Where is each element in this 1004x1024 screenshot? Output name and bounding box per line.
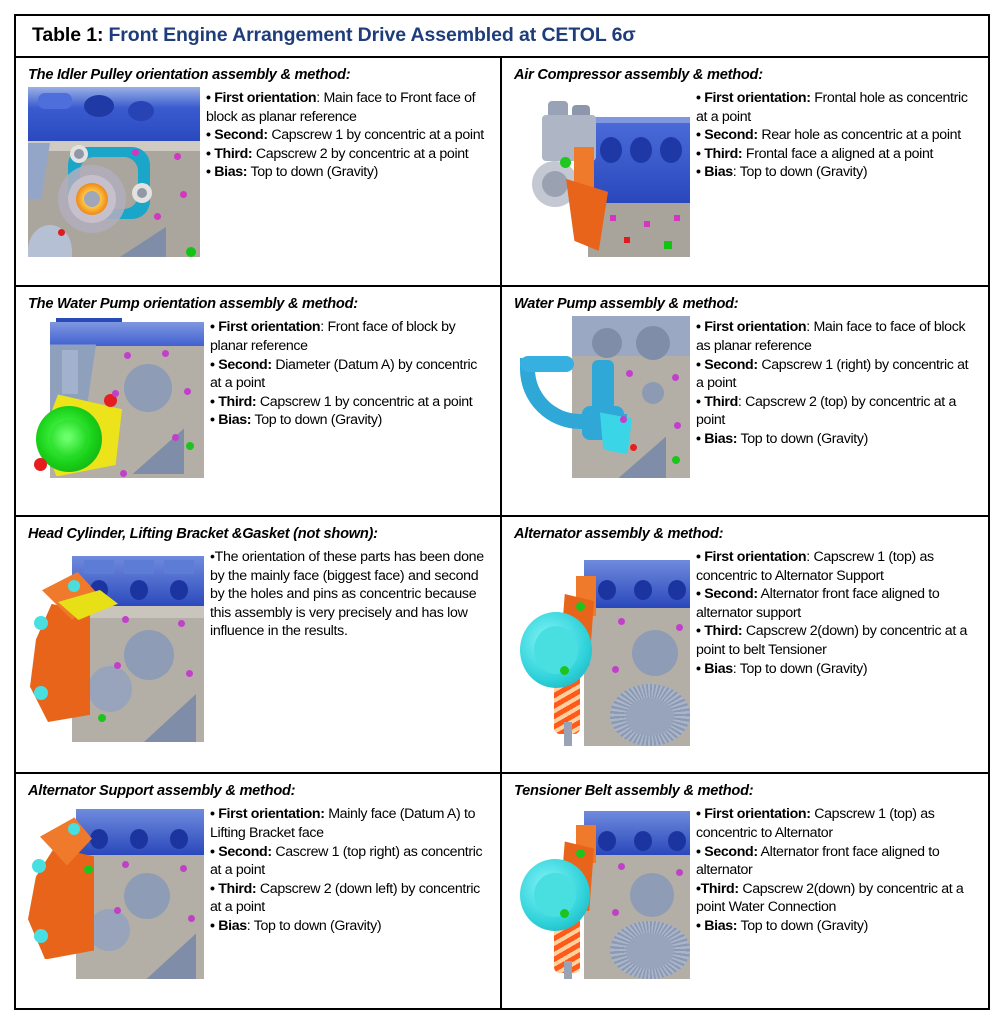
bullet-text: Capscrew 2 (top) by concentric at a point — [696, 393, 957, 429]
bullet-text: Capscrew 1 (right) by concentric at a point — [696, 356, 969, 392]
caption-label: Table 1: — [32, 24, 104, 47]
bullet-label: • Bias — [696, 660, 733, 677]
bullet-label: • Bias: — [696, 918, 738, 935]
bullet-text: Capscrew 2(down) by concentric at a point Water Connection — [696, 880, 964, 916]
bullet-label: • Bias: — [206, 164, 248, 181]
cell-air-compressor — [502, 58, 988, 286]
bullet-label: • Second: — [696, 356, 758, 373]
bullet-label: •Third: — [696, 880, 739, 897]
bullet-text: Capscrew 2 by concentric at a point — [255, 145, 469, 162]
bullet-text: Front face of block by planar reference — [210, 319, 456, 355]
idler-pulley-bullets: • First orientation: Main face to Front face of block as planar reference • Second: Capscrew 1 by concentric at a point • Third: Capscrew 2 by concentric at a point • Bias: Top to down (Gravity) — [206, 89, 484, 181]
water-pump-orientation-image — [28, 316, 204, 478]
alternator-bullets: • First orientation: Capscrew 1 (top) as concentric to Alternator Support • Second: Alternator front face aligned to alternator support • Third: Capscrew 2(down) by concentric at a point to belt Tensioner • Bias: Top to down (Gravity) — [696, 548, 968, 677]
bullet-text: Top to down (Gravity) — [739, 164, 868, 181]
bullet-label: • Bias: — [210, 412, 252, 429]
cell-title: Head Cylinder, Lifting Bracket &Gasket (not shown): — [28, 525, 378, 542]
bullet-text: Frontal face a aligned at a point — [745, 145, 934, 162]
idler-pulley-image — [28, 87, 200, 257]
bullet-label: • Second: — [210, 356, 272, 373]
bullet-label: • First orientation — [696, 319, 807, 336]
bullet-label: • First orientation — [206, 89, 317, 106]
bullet-text: Top to down (Gravity) — [740, 918, 868, 935]
bullet-text: Alternator front face aligned to alternator support — [696, 586, 940, 621]
cell-alternator — [502, 517, 988, 772]
bullet-text: Top to down (Gravity) — [250, 164, 378, 181]
bullet-text: Rear hole as concentric at a point — [761, 127, 961, 144]
bullet-text: Capscrew 2 (down left) by concentric at a point — [210, 880, 480, 916]
air-compressor-bullets: • First orientation: Frontal hole as concentric at a point • Second: Rear hole as concentric at a point • Third: Frontal face a aligned at a point • Bias: Top to down (Gravity) — [696, 89, 968, 181]
air-compressor-image — [514, 87, 690, 257]
bullet-text: Top to down (Gravity) — [740, 431, 868, 448]
table-row — [16, 774, 988, 1008]
cell-head-cylinder — [16, 517, 502, 772]
cell-title: Air Compressor assembly & method: — [514, 66, 763, 83]
caption-title: Front Engine Arrangement Drive Assembled at CETOL 6σ — [108, 24, 636, 47]
bullet-label: • First orientation: — [696, 89, 811, 106]
water-pump-image — [514, 316, 690, 478]
cell-water-pump-orientation — [16, 287, 502, 515]
bullet-label: • First orientation: — [210, 806, 325, 823]
bullet-label: • Third: — [210, 880, 257, 897]
head-cylinder-image — [28, 546, 204, 742]
head-cylinder-paragraph: •The orientation of these parts has been done by the mainly face (biggest face) and second by the holes and pins as concentric because this assembly is very precisely and has low influence in the results. — [210, 548, 484, 640]
bullet-text: Main face to Front face of block as planar reference — [206, 89, 476, 125]
bullet-label: • Bias — [696, 164, 733, 181]
cell-tensioner-belt — [502, 774, 988, 1008]
bullet-label: • Second: — [696, 586, 758, 603]
table-row — [16, 58, 988, 288]
cell-title: The Water Pump orientation assembly & method: — [28, 296, 358, 313]
bullet-text: Top to down (Gravity) — [253, 918, 382, 935]
alternator-support-image — [28, 803, 204, 979]
cell-idler-pulley — [16, 58, 502, 286]
cell-title: Water Pump assembly & method: — [514, 296, 739, 313]
water-pump-bullets: • First orientation: Main face to face of block as planar reference • Second: Capscrew 1 (right) by concentric at a point • Third: Capscrew 2 (top) by concentric at a point • Bias: Top to down (Gravity) — [696, 319, 969, 448]
bullet-label: • Second: — [210, 843, 272, 860]
cell-title: The Idler Pulley orientation assembly & method: — [28, 66, 351, 83]
table-caption — [16, 16, 988, 58]
table-row — [16, 287, 988, 517]
table-1 — [14, 14, 990, 1010]
bullet-label: • First orientation — [696, 548, 807, 565]
bullet-text: Frontal hole as concentric at a point — [696, 89, 968, 125]
bullet-label: • Second: — [206, 127, 268, 144]
cell-alternator-support — [16, 774, 502, 1008]
bullet-label: • Third: — [206, 145, 253, 162]
cell-title: Alternator assembly & method: — [514, 525, 724, 542]
alternator-support-bullets: • First orientation: Mainly face (Datum A) to Lifting Bracket face • Second: Cascrew 1 (top right) as concentric at a point • Third: Capscrew 2 (down left) by concentric at a point • Bias: Top to down (Gravity) — [210, 806, 483, 935]
bullet-text: Diameter (Datum A) by concentric at a point — [210, 356, 478, 392]
bullet-text: Cascrew 1 (top right) as concentric at a point — [210, 843, 483, 879]
cell-title: Tensioner Belt assembly & method: — [514, 783, 754, 800]
bullet-text: Capscrew 2(down) by concentric at a point to belt Tensioner — [696, 623, 968, 658]
bullet-label: • Third: — [696, 145, 743, 162]
table-row — [16, 517, 988, 774]
bullet-text: Top to down (Gravity) — [254, 412, 382, 429]
bullet-label: • Third: — [210, 393, 257, 410]
bullet-label: • Bias: — [696, 431, 738, 448]
bullet-text: Main face to face of block as planar reference — [696, 319, 966, 355]
tensioner-belt-bullets — [696, 803, 978, 935]
bullet-text: Top to down (Gravity) — [739, 660, 868, 677]
bullet-label: • Bias — [210, 918, 247, 935]
bullet-text: Capscrew 1 by concentric at a point — [271, 127, 484, 144]
bullet-label: • Second: — [696, 127, 758, 144]
cell-water-pump — [502, 287, 988, 515]
alternator-image — [514, 546, 690, 746]
bullet-label: • Second: — [696, 843, 758, 860]
bullet-label: • Third — [696, 393, 738, 410]
bullet-text: Capscrew 1 (top) as concentric to Alternator Support — [696, 548, 934, 584]
bullet-text: Alternator front face aligned to alternator — [696, 843, 940, 879]
bullet-label: • First orientation — [210, 319, 321, 336]
cell-title: Alternator Support assembly & method: — [28, 783, 296, 800]
water-pump-orientation-bullets: • First orientation: Front face of block by planar reference • Second: Diameter (Datum A) by concentric at a point • Third: Capscrew 1 by concentric at a point • Bias: Top to down (Gravity) — [210, 319, 478, 429]
bullet-text: Mainly face (Datum A) to Lifting Bracket face — [210, 806, 476, 842]
bullet-label: • Third: — [696, 623, 743, 640]
bullet-label: • First orientation: — [696, 806, 811, 823]
tensioner-belt-image — [514, 803, 690, 979]
bullet-text: Capscrew 1 by concentric at a point — [259, 393, 473, 410]
bullet-text: Capscrew 1 (top) as concentric to Alternator — [696, 806, 935, 842]
